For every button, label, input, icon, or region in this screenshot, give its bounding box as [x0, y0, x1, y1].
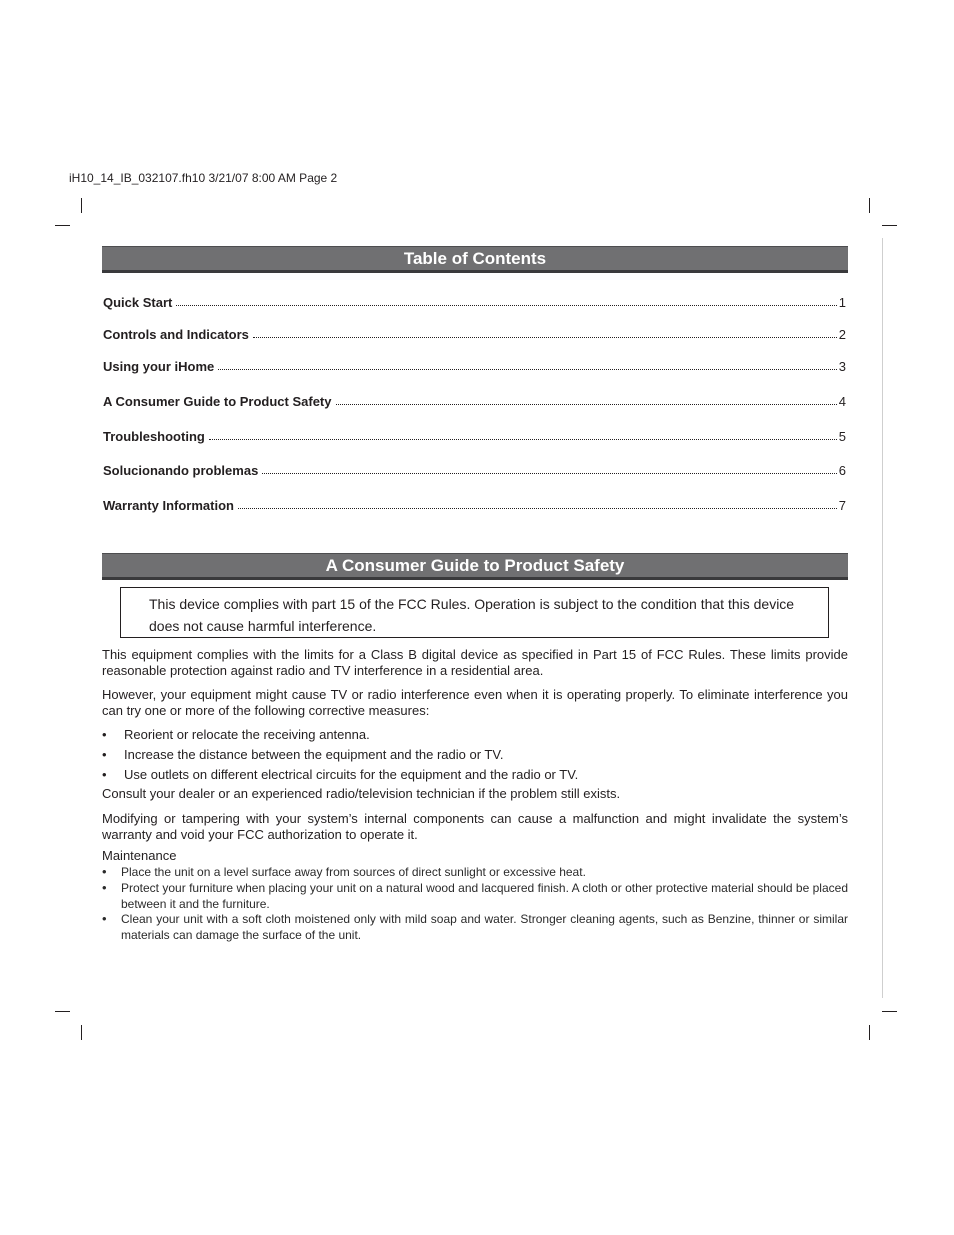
maintenance-text: Place the unit on a level surface away from sources of direct sunlight or excessive heat.	[121, 865, 586, 879]
fcc-compliance-paragraph: This equipment complies with the limits for a Class B digital device as specified in Part 15 of FCC Rules. These limits provide reasonable protection against radio and TV interference in a residential area.	[102, 647, 848, 678]
crop-mark-top-left-vertical	[81, 198, 82, 213]
toc-leader-dots	[336, 404, 837, 405]
bullet-mark: •	[102, 911, 107, 926]
fcc-notice-box: This device complies with part 15 of the FCC Rules. Operation is subject to the condition that this device does not cause harmful interference.	[120, 587, 829, 638]
toc-entry-label: Using your iHome	[103, 359, 215, 374]
toc-entry-page: 4	[838, 394, 846, 409]
measure-text: Reorient or relocate the receiving antenna.	[124, 727, 370, 742]
crop-mark-top-right-horizontal	[882, 225, 897, 226]
crop-mark-top-left-horizontal	[55, 225, 70, 226]
toc-entry-page: 7	[838, 498, 846, 513]
maintenance-list-item	[102, 864, 848, 880]
toc-entry-page: 6	[838, 463, 846, 478]
interference-paragraph: However, your equipment might cause TV or radio interference even when it is operating properly. To eliminate interference you can try one or more of the following corrective measures:	[102, 687, 848, 718]
maintenance-heading: Maintenance	[102, 848, 177, 863]
crop-mark-top-right-vertical	[869, 198, 870, 213]
bullet-mark: •	[102, 767, 107, 782]
toc-leader-dots	[176, 305, 836, 306]
page-edge-line	[882, 238, 883, 998]
crop-mark-bottom-left-vertical	[81, 1025, 82, 1040]
safety-header-bar: A Consumer Guide to Product Safety	[102, 553, 848, 580]
crop-mark-bottom-right-horizontal	[882, 1011, 897, 1012]
maintenance-text: Protect your furniture when placing your unit on a natural wood and lacquered finish. A cloth or other protective material should be placed between it and the furniture.	[121, 881, 848, 911]
toc-entry[interactable]	[103, 426, 846, 444]
toc-header-bar: Table of Contents	[102, 246, 848, 273]
toc-entry[interactable]	[103, 460, 846, 478]
toc-entry-page: 5	[838, 429, 846, 444]
maintenance-list-item	[102, 911, 848, 943]
bullet-mark: •	[102, 727, 107, 742]
toc-entry-page: 1	[838, 295, 846, 310]
toc-leader-dots	[218, 369, 837, 370]
toc-leader-dots	[209, 439, 837, 440]
toc-entry-label: Warranty Information	[103, 498, 234, 513]
measure-text: Use outlets on different electrical circuits for the equipment and the radio or TV.	[124, 767, 579, 782]
toc-entry-label: A Consumer Guide to Product Safety	[103, 394, 332, 409]
consult-paragraph: Consult your dealer or an experienced radio/television technician if the problem still exists.	[102, 786, 621, 801]
toc-leader-dots	[262, 473, 836, 474]
toc-entry[interactable]	[103, 356, 846, 374]
toc-entry[interactable]	[103, 324, 846, 342]
measure-text: Increase the distance between the equipment and the radio or TV.	[124, 747, 504, 762]
bullet-mark: •	[102, 880, 107, 895]
crop-mark-bottom-left-horizontal	[55, 1011, 70, 1012]
bullet-mark: •	[102, 747, 107, 762]
toc-entry[interactable]	[103, 495, 846, 513]
toc-entry-label: Quick Start	[103, 295, 173, 310]
toc-entry[interactable]	[103, 391, 846, 409]
print-slug: iH10_14_IB_032107.fh10 3/21/07 8:00 AM Page 2	[69, 171, 338, 185]
tampering-paragraph: Modifying or tampering with your system’s internal components can cause a malfunction and might invalidate the system’s warranty and void your FCC authorization to operate it.	[102, 811, 848, 842]
maintenance-list-item	[102, 880, 848, 912]
bullet-mark: •	[102, 864, 107, 879]
crop-mark-bottom-right-vertical	[869, 1025, 870, 1040]
toc-leader-dots	[238, 508, 837, 509]
toc-entry-page: 2	[838, 327, 846, 342]
toc-entry-label: Controls and Indicators	[103, 327, 249, 342]
toc-entry[interactable]	[103, 292, 846, 310]
toc-entry-label: Troubleshooting	[103, 429, 205, 444]
toc-entry-label: Solucionando problemas	[103, 463, 259, 478]
toc-entry-page: 3	[838, 359, 846, 374]
toc-leader-dots	[253, 337, 837, 338]
maintenance-text: Clean your unit with a soft cloth moistened only with mild soap and water. Stronger cleaning agents, such as Benzine, thinner or similar materials can damage the surface of the unit.	[121, 912, 848, 942]
